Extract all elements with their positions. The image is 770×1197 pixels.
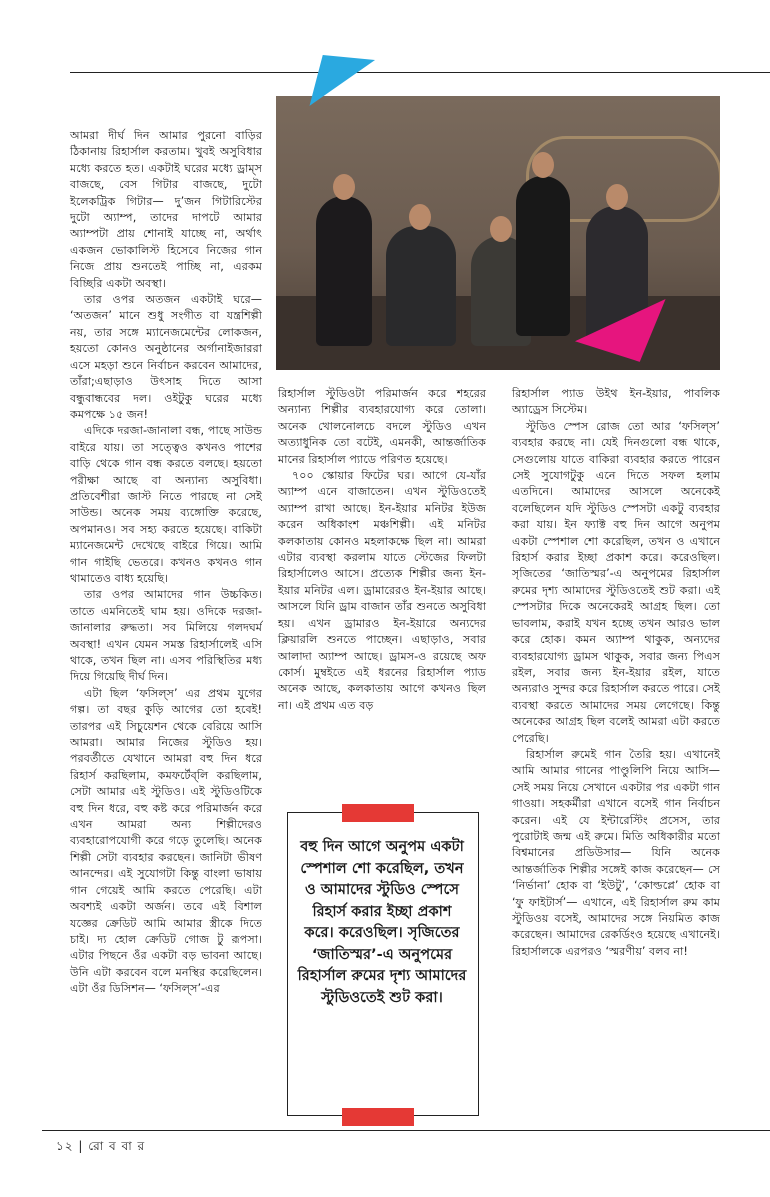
bottom-rule (42, 1130, 770, 1131)
paragraph: রিহার্সাল স্টুডিওটা পরিমার্জন করে শহরের অন্যান্য শিল্পীর ব্যবহারযোগ্য করে তোলা। অনেক খোলনোলচে বদলে স্টুডিও এখন অত্যাধুনিক তো বটেই, এমনকী, আন্তর্জাতিক মানের রিহার্সাল প্যাডে পরিণত হয়েছে। (278, 387, 486, 466)
paragraph: স্টুডিও স্পেস রোজ তো আর ‘ফসিল্‌স’ ব্যবহার করছে না। যেই দিনগুলো বন্ধ থাকে, সেগুলোয় যাতে বাকিরা ব্যবহার করতে পারেন সেই সুযোগটুকু এনে দিতে সফল হলাম এতদিনে। আমাদের আসলে অনেকেই বলেছিলেন যদি স্টুডিও স্পেসটা একটু ব্যবহার করা যায়। ইন ফ্যাক্ট বহু দিন আগে অনুপম একটা স্পেশাল শো করেছিল, তখন ও এখানে রিহার্স করার ইচ্ছা প্রকাশ করে। করেওছিল। সৃজিতের ‘জাতিস্মর’-এ অনুপমের রিহার্সাল রুমের দৃশ্য আমাদের স্টুডিওতেই শুট করা। এই স্পেসটার দিকে অনেকেরই আগ্রহ ছিল। তো ভাবলাম, করাই যখন হচ্ছে তখন আরও ভাল করে হোক। কমন অ্যাম্প থাকুক, অন্যদের ব্যবহারযোগ্য ড্রামস থাকুক, সবার জন্য পিএস রইল, সবার জন্য ইন-ইয়ার রইল, যাতে অন্যরাও সুন্দর করে রিহার্সাল করতে পারে। সেই ব্যবস্থা করতে আমাদের সময় লেগেছে। কিন্তু অনেকের আগ্রহ ছিল বলেই আমরা এটা করতে পেরেছি। (512, 419, 720, 745)
paragraph: তার ওপর অতজন একটাই ঘরে— ‘অতজন’ মানে শুধু সংগীত বা যন্ত্রশিল্পী নয়, তার সঙ্গে ম্যানেজমেন্টের লোকজন, হয়তো কোনও অনুষ্ঠানের অর্গানাইজাররা এসে মহড়া শুনে নির্বাচন করবেন আমাদের, তাঁরা;এছাড়াও উৎসাহ দিতে আসা বন্ধুবান্ধবের দল। ওইটুকু ঘরের মধ্যে কমপক্ষে ১৫ জন! (70, 293, 262, 421)
paragraph: এদিকে দরজা-জানালা বন্ধ, পাছে সাউন্ড বাইরে যায়। তা সত্ত্বেও কখনও পাশের বাড়ি থেকে গান বন্ধ করতে বলছে। হয়তো পরীক্ষা আছে বা অন্যান্য অসুবিধা। প্রতিবেশীরা জাস্ট নিতে পারছে না সেই সাউন্ড। অনেক সময় ব্যঙ্গোক্তি করেছে, অপমানও। সব সহ্য করতে হয়েছে। বাকিটা ম্যানেজমেন্ট দেখেছে বাইরে গিয়ে। আমি গান গাইছি ভেতরে। কখনও কখনও গান থামাতেও বাধ্য হয়েছি। (70, 424, 262, 585)
pullquote-text: বহু দিন আগে অনুপম একটা স্পেশাল শো করেছিল, তখন ও আমাদের স্টুডিও স্পেসে রিহার্স করার ইচ্ছা প্রকাশ করে। করেওছিল। সৃজিতের ‘জাতিস্মর’-এ অনুপমের রিহার্সাল রুমের দৃশ্য আমাদের স্টুডিওতেই শুট করা। (297, 838, 467, 1006)
paragraph: রিহার্সাল রুমেই গান তৈরি হয়। এখানেই আমি আমার গানের পাণ্ডুলিপি নিয়ে আসি— সেই সময় নিয়ে সেখানে একটার পর একটা গান গাওয়া। সহকর্মীরা এখানে বসেই গান নির্বাচন করেন। এই যে ইন্টারেস্টিং প্রসেস, তার পুরোটাই জন্ম এই রুমে। মিতি অধিকারীর মতো বিশ্বমানের প্রডিউসার— যিনি অনেক আন্তর্জাতিক শিল্পীর সঙ্গেই কাজ করেছেন— সে ‘নির্ভানা’ হোক বা ‘ইউটু’, ‘কোল্ডপ্লে’ হোক বা ‘ফু ফাইটার্স’— এখানে, এই রিহার্সাল রুম কাম স্টুডিওয় বসেই, আমাদের সঙ্গে নিয়মিত কাজ করেছেন। আমাদের রেকর্ডিংও হয়েছে এখানেই। রিহার্সালকে এরপরও ‘স্মরণীয়’ বলব না! (512, 747, 720, 958)
paragraph: ৭০০ স্কোয়ার ফিটের ঘর। আগে যে-যাঁর অ্যাম্প এনে বাজাতেন। এখন স্টুডিওতেই অ্যাম্প রাখা আছে। ইন-ইয়ার মনিটর ইউজ করেন অধিকাংশ মঞ্চশিল্পী। এই মনিটর কলকাতায় কোনও মহলাকক্ষে ছিল না। আমরা এটার ব্যবস্থা করলাম যাতে স্টেজের ফিলটা রিহার্সালেও আসে। প্রত্যেক শিল্পীর জন্য ইন-ইয়ার মনিটর এল। ড্রামারেরও ইন-ইয়ার আছে। আসলে যিনি ড্রাম বাজান তাঁর শুনতে অসুবিধা হয়। এখন ড্রামারও ইন-ইয়ারে অন্যদের ক্লিয়ারলি শুনতে পাচ্ছেন। এছাড়াও, সবার আলাদা অ্যাম্প আছে। ড্রামস-ও রয়েছে অফ কোর্স। মুম্বইতে এই ধরনের রিহার্সাল প্যাড অনেক আছে, কলকাতায় আগে কখনও ছিল না। এই প্রথম এত বড় (278, 469, 486, 712)
decorative-blue-triangle (290, 32, 375, 106)
paragraph: আমরা দীর্ঘ দিন আমার পুরনো বাড়ির ঠিকানায় রিহার্সাল করতাম। খুবই অসুবিধার মধ্যে করতে হত। একটাই ঘরের মধ্যে ড্রাম্স বাজছে, বেস গিটার বাজছে, দুটো ইলেকট্রিক গিটার— দু’জন গিটারিস্টের দুটো অ্যাম্প, তাদের দাপটে আমার অ্যাম্পটা প্রায় শোনাই যাচ্ছে না, অর্থাৎ একজন ভোকালিস্ট হিসেবে নিজের গান নিজে প্রায় শুনতেই পাচ্ছি না, এরকম বিচ্ছিরি একটা অবস্থা। (70, 129, 262, 290)
column-3 (512, 386, 720, 960)
paragraph: রিহার্সাল প্যাড উইথ ইন-ইয়ার, পাবলিক অ্যাড্রেস সিস্টেম। (512, 387, 720, 417)
top-rule (70, 72, 770, 73)
paragraph: এটা ছিল ‘ফসিল্‌স’ এর প্রথম যুগের গল্প। তা বছর কুড়ি আগের তো হবেই! তারপর এই সিচুয়েশন থেকে বেরিয়ে আসি আমরা। আমার নিজের স্টুডিও হয়। পরবর্তীতে যেখানে আমরা বহু দিন ধরে রিহার্স করছিলাম, কমফর্টেব্‌লি করছিলাম, সেটা আমার এই স্টুডিও। এই স্টুডিওটিকে বহু দিন ধরে, বহু কষ্ট করে পরিমার্জন করে এখন আমরা অন্য শিল্পীদেরও ব্যবহারোপযোগী করে গড়ে তুলেছি। অনেক শিল্পী সেটা ব্যবহার করছেন। জানিটা ভীষণ আনন্দের। এই সুযোগটা কিন্তু বাংলা ভাষায় গান গেয়েই আমি করতে পেরেছি। এটা অবশ্যই একটা অর্জন। তবে এই বিশাল যজ্ঞের ক্রেডিট আমি আমার স্ত্রীকে দিতে চাই। দ্য হোল ক্রেডিট গোজ টু রূপসা। এটার পিছনে ওঁর একটা বড় ভাবনা আছে। উনি এটা করবেন বলে মনস্থির করেছিলেন। এটা ওঁর ডিসিশন— ‘ফসিল্‌স’-এর (70, 686, 262, 996)
pullquote-top-bar (342, 804, 414, 822)
column-1 (70, 128, 262, 998)
page-folio: ১২ | রো ব বা র (56, 1139, 146, 1153)
column-2 (278, 386, 486, 714)
paragraph: তার ওপর আমাদের গান উচ্চকিত। তাতে এমনিতেই ঘাম হয়। ওদিকে দরজা-জানালার রুদ্ধতা। সব মিলিয়ে গলদঘর্ম অবস্থা! এখন যেমন সমস্ত রিহার্সালেই এসি থাকে, তখন ছিল না। এসব পরিস্থিতির মধ্য দিয়ে গিয়েছি দীর্ঘ দিন। (70, 588, 262, 684)
pullquote-bottom-bar (342, 1108, 414, 1126)
